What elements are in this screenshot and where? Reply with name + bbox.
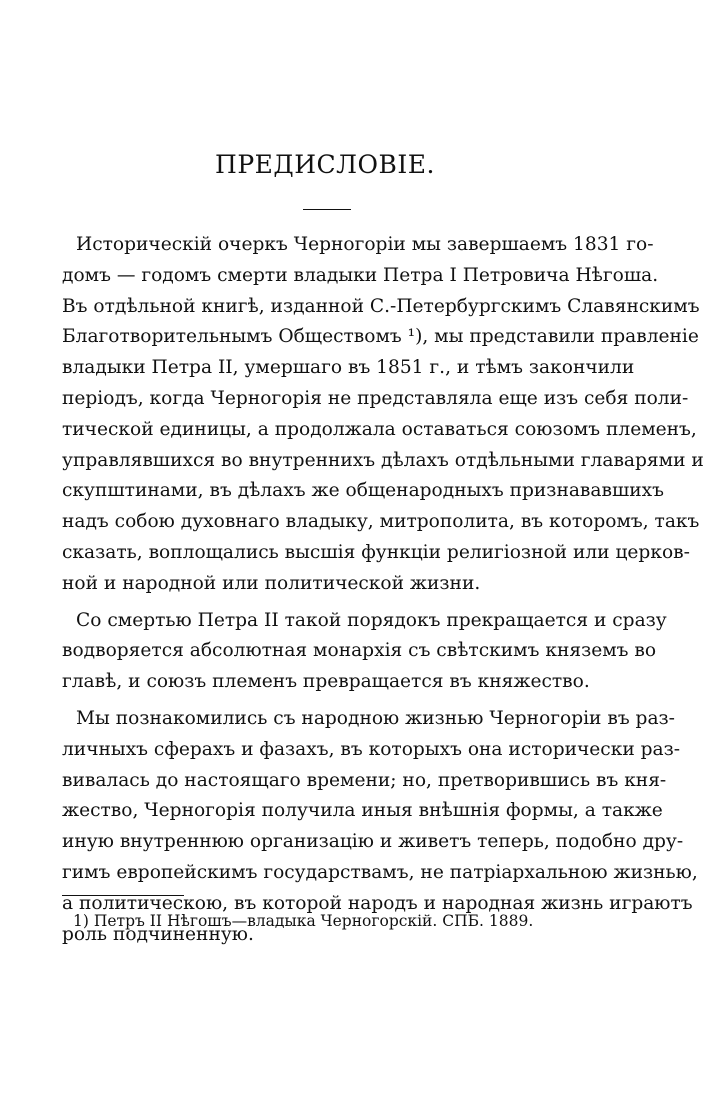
text-line: а политическою, въ которой народъ и народная жизнь играютъ	[62, 892, 693, 914]
text-line: ной и народной или политической жизни.	[62, 572, 481, 594]
text-line: водворяется абсолютная монархія съ свѣтскимъ княземъ во	[62, 640, 657, 662]
text-line: роль подчиненную.	[62, 923, 254, 945]
text-line: вивалась до настоящаго времени; но, претворившись въ кня-	[62, 769, 667, 791]
title-divider	[303, 209, 351, 210]
text-line: управлявшихся во внутреннихъ дѣлахъ отдѣльными главарями и	[62, 449, 704, 471]
text-line: Со смертью Петра II такой порядокъ прекращается и сразу	[76, 609, 667, 631]
text-line: Въ отдѣльной книгѣ, изданной С.-Петербургскимъ Славянскимъ	[62, 295, 700, 317]
text-line: личныхъ сферахъ и фазахъ, въ которыхъ она исторически раз-	[62, 738, 681, 760]
text-line: домъ — годомъ смерти владыки Петра I Петровича Нѣгоша.	[62, 264, 659, 286]
footnote-divider	[62, 895, 184, 896]
text-line: иную внутреннюю организацію и живетъ теперь, подобно дру-	[62, 831, 684, 853]
text-line: сказать, воплощались высшія функціи религіозной или церков-	[62, 541, 690, 563]
text-line: скупштинами, въ дѣлахъ же общенародныхъ признававшихъ	[62, 480, 664, 502]
text-line: Мы познакомились съ народною жизнью Черногоріи въ раз-	[76, 707, 675, 729]
text-line: надъ собою духовнаго владыку, митрополита, въ которомъ, такъ	[62, 511, 700, 533]
text-line: жество, Черногорія получила иныя внѣшнія формы, а также	[62, 800, 663, 822]
text-line: тической единицы, а продолжала оставаться союзомъ племенъ,	[62, 418, 697, 440]
text-line: Историческій очеркъ Черногоріи мы завершаемъ 1831 го-	[76, 234, 654, 255]
text-line: гимъ европейскимъ государствамъ, не патріархальною жизнью,	[62, 861, 698, 883]
text-line: владыки Петра II, умершаго въ 1851 г., и тѣмъ закончили	[62, 357, 635, 379]
text-line: главѣ, и союзъ племенъ превращается въ княжество.	[62, 671, 590, 693]
text-line: Благотворительнымъ Обществомъ ¹), мы представили правленіе	[62, 326, 699, 348]
preface-text	[62, 230, 704, 950]
page-title: ПРЕДИСЛОВІЕ.	[215, 150, 435, 179]
text-line: періодъ, когда Черногорія не представляла еще изъ себя поли-	[62, 387, 689, 409]
footnote: 1) Петръ II Нѣгошъ—владыка Черногорскій. СПБ. 1889.	[73, 912, 534, 930]
